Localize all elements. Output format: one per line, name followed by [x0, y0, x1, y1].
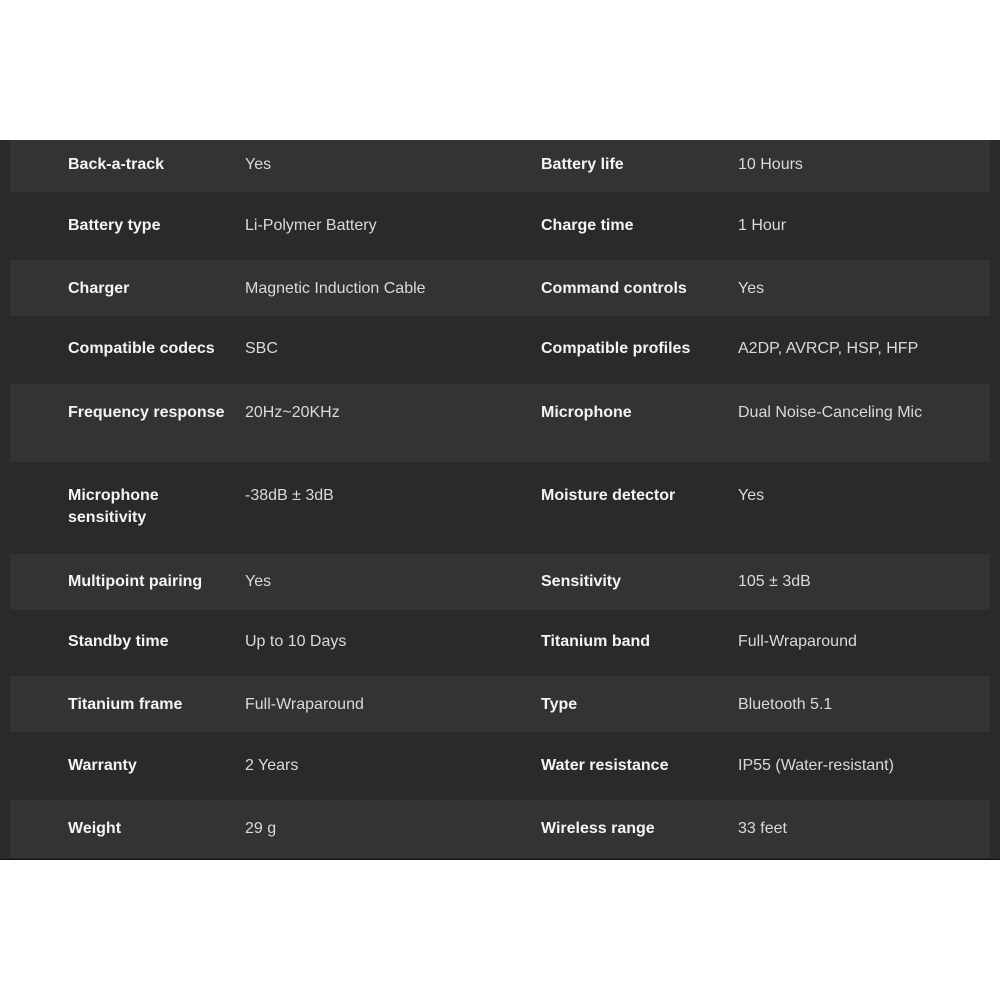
table-row	[10, 462, 990, 554]
spec-value: Yes	[738, 280, 765, 297]
spec-value: 2 Years	[245, 757, 299, 774]
spec-label: Command controls	[541, 280, 687, 297]
spec-value: A2DP, AVRCP, HSP, HFP	[738, 340, 919, 357]
spec-label: Wireless range	[541, 820, 655, 837]
spec-label: Sensitivity	[541, 573, 622, 590]
table-row	[10, 676, 990, 732]
spec-label: Titanium band	[541, 633, 651, 650]
table-row	[10, 140, 990, 192]
spec-value: Dual Noise-Canceling Mic	[738, 404, 923, 421]
table-row	[10, 800, 990, 858]
spec-label: Back-a-track	[68, 156, 165, 173]
spec-value: -38dB ± 3dB	[245, 487, 334, 504]
spec-value: Up to 10 Days	[245, 633, 347, 650]
spec-value: 105 ± 3dB	[738, 573, 811, 590]
spec-label: Compatible profiles	[541, 340, 691, 357]
spec-label: Type	[541, 696, 578, 713]
spec-value: Yes	[738, 487, 765, 504]
spec-value: 33 feet	[738, 820, 787, 837]
table-row	[10, 192, 990, 260]
spec-label: Moisture detector	[541, 487, 676, 504]
spec-label: Charger	[68, 280, 130, 297]
table-row	[10, 384, 990, 462]
spec-label: Microphone	[541, 404, 632, 421]
table-row	[10, 732, 990, 800]
spec-value: Magnetic Induction Cable	[245, 280, 426, 297]
spec-label: Titanium frame	[68, 696, 183, 713]
table-row	[10, 316, 990, 384]
spec-value: IP55 (Water-resistant)	[738, 757, 894, 774]
spec-label: Microphone sensitivity	[68, 487, 159, 526]
spec-value: 29 g	[245, 820, 277, 837]
spec-value: Full-Wraparound	[245, 696, 364, 713]
spec-value: Bluetooth 5.1	[738, 696, 833, 713]
spec-value: Yes	[245, 156, 272, 173]
spec-value: 1 Hour	[738, 217, 787, 234]
spec-label: Compatible codecs	[68, 340, 215, 357]
spec-value: 20Hz~20KHz	[245, 404, 340, 421]
spec-label: Multipoint pairing	[68, 573, 203, 590]
spec-label: Water resistance	[541, 757, 669, 774]
spec-label: Warranty	[68, 757, 137, 774]
spec-label: Battery type	[68, 217, 161, 234]
spec-value: 10 Hours	[738, 156, 803, 173]
table-row	[10, 260, 990, 316]
table-row	[10, 610, 990, 676]
specs-table	[0, 140, 1000, 860]
spec-label: Charge time	[541, 217, 634, 234]
table-row	[10, 554, 990, 610]
spec-label: Frequency response	[68, 404, 225, 421]
spec-value: Li-Polymer Battery	[245, 217, 377, 234]
spec-label: Weight	[68, 820, 122, 837]
spec-value: Full-Wraparound	[738, 633, 857, 650]
spec-label: Battery life	[541, 156, 624, 173]
spec-label: Standby time	[68, 633, 169, 650]
spec-value: Yes	[245, 573, 272, 590]
spec-value: SBC	[245, 340, 278, 357]
